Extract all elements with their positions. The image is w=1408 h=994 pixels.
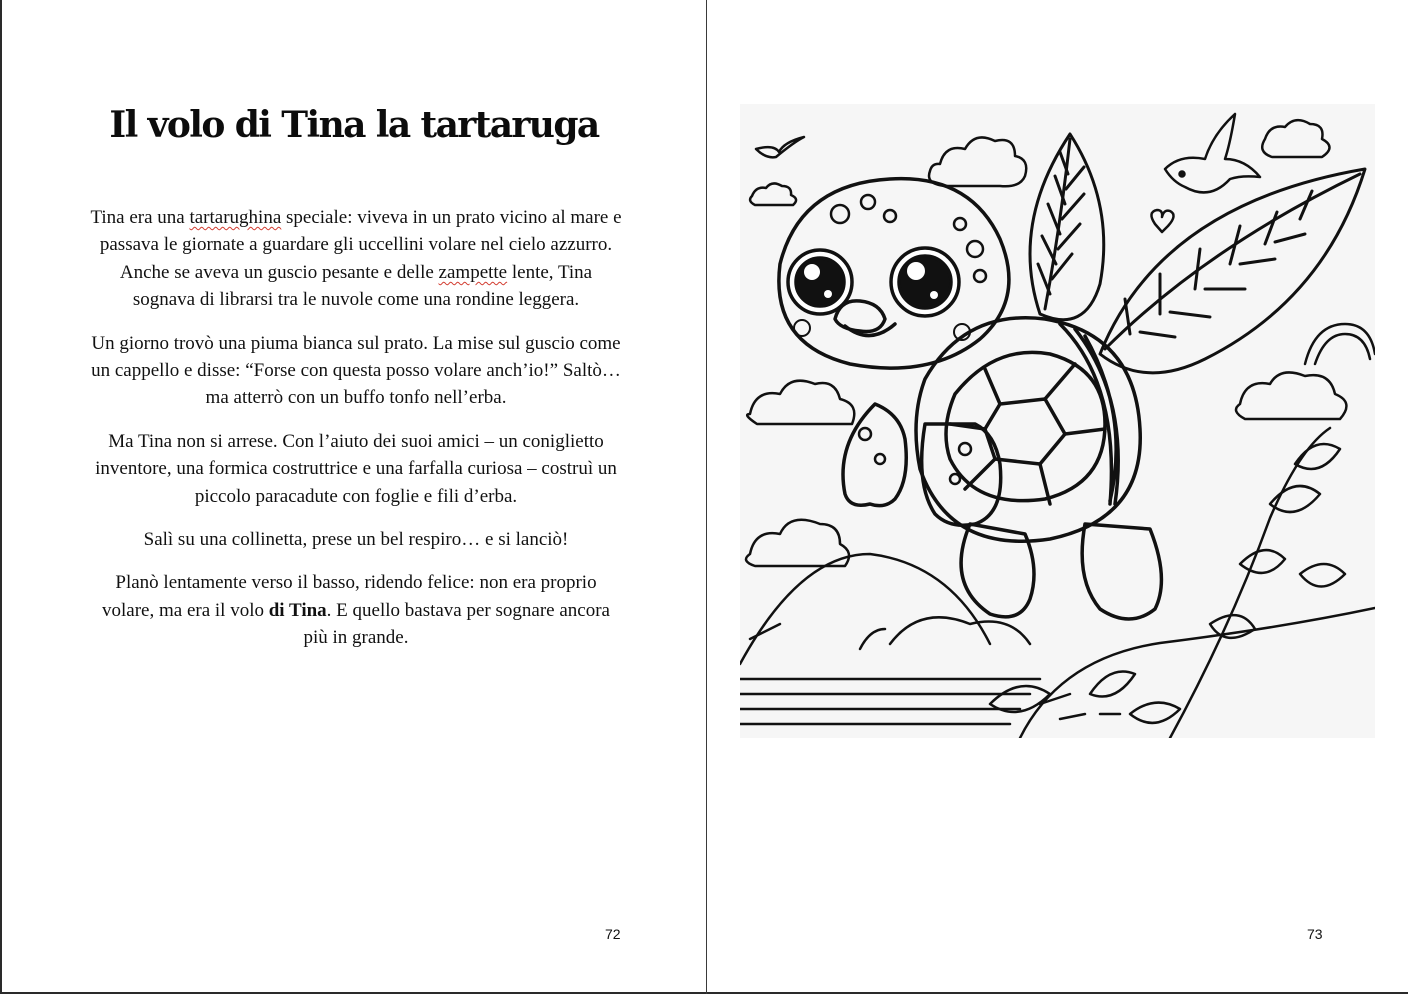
left-page <box>2 0 706 992</box>
story-title[interactable]: Il volo di Tina la tartaruga <box>109 104 599 146</box>
bold-text-run: di Tina <box>268 599 327 621</box>
story-paragraph[interactable] <box>90 569 622 651</box>
story-paragraph[interactable]: Salì su una collinetta, prese un bel respiro… e si lanciò! <box>143 529 569 551</box>
text-run: speciale: viveva in un prato vicino al mare e passava le giornate a guardare gli uccellini volare nel cielo azzurro. Anche se aveva un guscio pesante e delle <box>99 207 622 283</box>
right-page <box>707 0 1408 992</box>
story-paragraph[interactable]: Ma Tina non si arrese. Con l’aiuto dei suoi amici – un coniglietto inventore, una formica costruttrice e una farfalla curiosa – costruì un piccolo paracadute con foglie e fili d’erba. <box>95 430 617 507</box>
text-run: Tina era una <box>90 207 190 228</box>
text-run: . E quello bastava per sognare ancora più in grande. <box>303 599 610 649</box>
story-paragraph[interactable] <box>90 204 622 314</box>
text-run: lente, Tina sognava di librarsi tra le nuvole come una rondine leggera. <box>132 261 593 311</box>
turtle-illustration[interactable] <box>740 104 1375 738</box>
spellcheck-flagged-word[interactable]: zampette <box>438 261 508 283</box>
page-number-left: 72 <box>605 926 621 942</box>
spellcheck-flagged-word[interactable]: tartarughina <box>189 207 282 228</box>
page-number-right: 73 <box>1307 926 1323 942</box>
coloring-image <box>740 104 1375 738</box>
text-run: Planò lentamente verso il basso, ridendo felice: non era proprio volare, ma era il volo <box>102 572 597 621</box>
story-body[interactable] <box>90 204 622 668</box>
story-paragraph[interactable]: Un giorno trovò una piuma bianca sul prato. La mise sul guscio come un cappello e disse: “Forse con questa posso volare anch’io!” Saltò… ma atterrò con un buffo tonfo nell’erba. <box>91 332 621 409</box>
